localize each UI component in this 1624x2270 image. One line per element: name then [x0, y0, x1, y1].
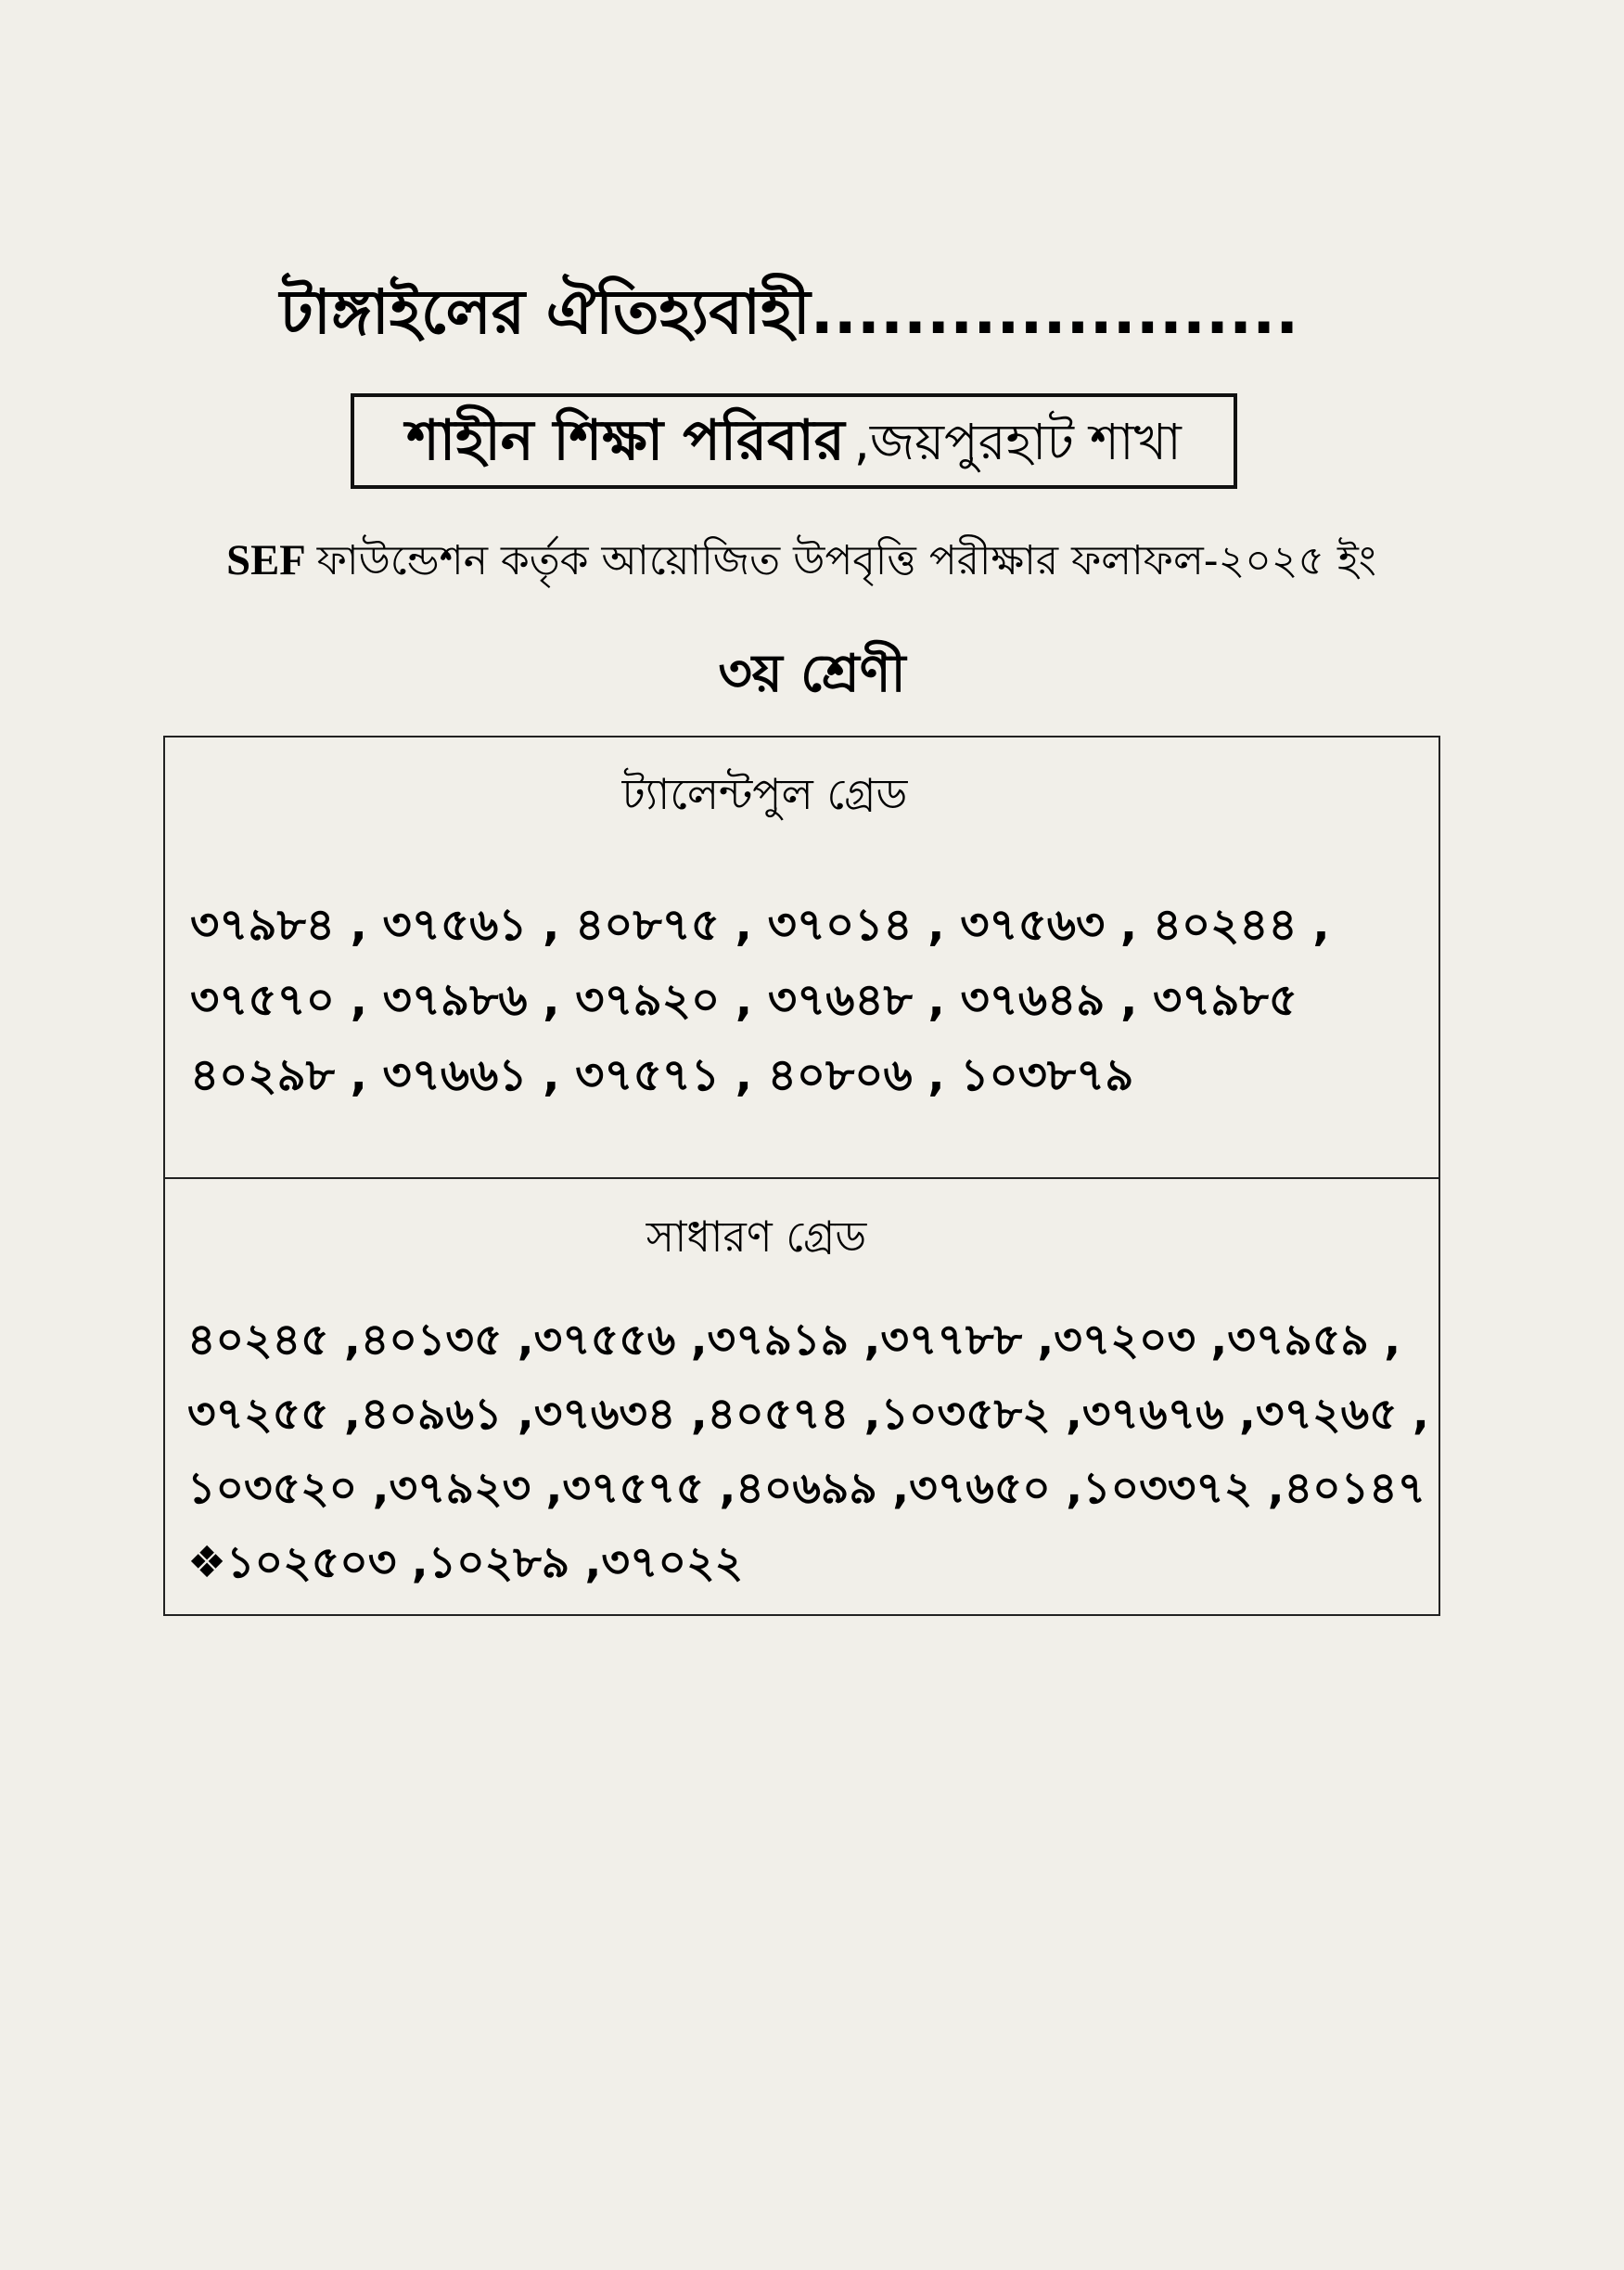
- general-roll-line: ৪০২৪৫ ,৪০১৩৫ ,৩৭৫৫৬ ,৩৭৯১৯ ,৩৭৭৮৮ ,৩৭২০৩ ,৩৭৯৫৯ ,: [187, 1315, 1401, 1366]
- general-roll-list: [165, 1303, 1439, 1600]
- general-section: [165, 1179, 1439, 1614]
- class-label: ৩য় শ্রেণী: [718, 644, 906, 704]
- branch-name: ,জয়পুরহাট শাখা: [853, 413, 1182, 471]
- talentpool-roll-line: ৪০২৯৮ , ৩৭৬৬১ , ৩৭৫৭১ , ৪০৮০৬ , ১০৩৮৭৯: [190, 1049, 1134, 1101]
- results-table: [163, 736, 1440, 1616]
- subtitle-text: ফাউন্ডেশন কর্তৃক আয়োজিত উপবৃত্তি পরীক্ষার ফলাফল-২০২৫ ইং: [316, 537, 1376, 584]
- subtitle-prefix: SEF: [226, 536, 306, 584]
- organization-box: [351, 393, 1237, 489]
- general-heading: সাধারণ গ্রেড: [646, 1212, 867, 1262]
- general-roll-line: ❖১০২৫০৩ ,১০২৮৯ ,৩৭০২২: [187, 1537, 744, 1588]
- exam-subtitle: [93, 527, 1510, 594]
- general-roll-line: ১০৩৫২০ ,৩৭৯২৩ ,৩৭৫৭৫ ,৪০৬৯৯ ,৩৭৬৫০ ,১০৩৩৭২ ,৪০১৪৭: [187, 1463, 1426, 1514]
- talentpool-roll-line: ৩৭৫৭০ , ৩৭৯৮৬ , ৩৭৯২০ , ৩৭৬৪৮ , ৩৭৬৪৯ , ৩৭৯৮৫: [190, 974, 1298, 1026]
- talentpool-heading: ট্যালেন্টপুল গ্রেড: [621, 769, 908, 819]
- talentpool-section: [165, 737, 1439, 1179]
- talentpool-roll-line: ৩৭৯৮৪ , ৩৭৫৬১ , ৪০৮৭৫ , ৩৭০১৪ , ৩৭৫৬৩ , ৪০২৪৪ ,: [190, 899, 1330, 951]
- page-title: টাঙ্গাইলের ঐতিহ্যবাহী.....................: [279, 276, 1299, 348]
- organization-name: শাহীন শিক্ষা পরিবার: [406, 408, 845, 473]
- organization-line: [354, 397, 1234, 485]
- talentpool-roll-list: [165, 888, 1439, 1113]
- general-roll-line: ৩৭২৫৫ ,৪০৯৬১ ,৩৭৬৩৪ ,৪০৫৭৪ ,১০৩৫৮২ ,৩৭৬৭৬ ,৩৭২৬৫ ,: [187, 1389, 1429, 1440]
